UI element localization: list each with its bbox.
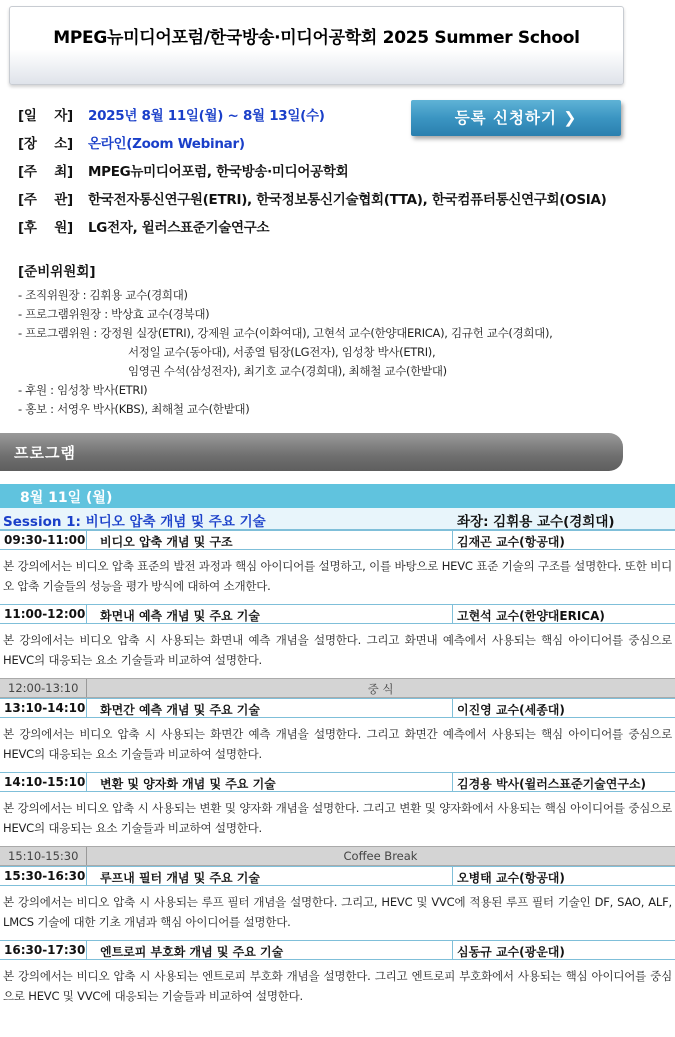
session-header	[0, 508, 675, 530]
info-label: [장 소]	[18, 136, 73, 152]
lecture-row	[0, 698, 675, 718]
lecture-row	[0, 530, 675, 550]
info-label: [후 원]	[18, 220, 73, 236]
info-value: LG전자, 윌러스표준기술연구소	[88, 220, 270, 236]
committee-line: - 후원 : 임성창 박사(ETRI)	[18, 383, 148, 397]
lecture-time: 16:30-17:30	[4, 943, 86, 957]
break-label: 중 식	[367, 682, 394, 696]
info-value: MPEG뉴미디어포럼, 한국방송·미디어공학회	[88, 164, 349, 180]
committee-line: - 홍보 : 서영우 박사(KBS), 최해철 교수(한밭대)	[18, 402, 250, 416]
lecture-topic: 비디오 압축 개념 및 구조	[100, 535, 233, 549]
info-row	[18, 156, 668, 184]
lecture-speaker: 오병태 교수(항공대)	[457, 871, 565, 885]
info-label: [주 관]	[18, 192, 73, 208]
lecture-speaker: 김재곤 교수(항공대)	[457, 535, 565, 549]
lecture-topic: 엔트로피 부호화 개념 및 주요 기술	[100, 945, 284, 959]
program-header	[0, 433, 623, 471]
column-divider	[86, 699, 87, 717]
lecture-time: 14:10-15:10	[4, 775, 86, 789]
schedule-table	[0, 530, 675, 1014]
break-time: 15:10-15:30	[8, 849, 79, 863]
info-row	[18, 212, 668, 240]
break-time: 12:00-13:10	[8, 681, 79, 695]
program-title: 프로그램	[14, 444, 76, 462]
lecture-time: 13:10-14:10	[4, 701, 86, 715]
lecture-speaker: 이진영 교수(세종대)	[457, 703, 565, 717]
column-divider	[452, 941, 453, 959]
lecture-description: 본 강의에서는 비디오 압축 표준의 발전 과정과 핵심 아이디어를 설명하고, 이를 바탕으로 HEVC 표준 기술의 구조를 설명한다. 또한 비디오 압축 기술들의 성능을 평가 방식에 대하여 소개한다.	[3, 559, 672, 593]
committee-line: 임영권 수석(삼성전자), 최기호 교수(경희대), 최해철 교수(한밭대)	[128, 364, 447, 378]
column-divider	[86, 867, 87, 885]
lecture-speaker: 고현석 교수(한양대ERICA)	[457, 609, 605, 623]
lecture-row	[0, 772, 675, 792]
lecture-time: 15:30-16:30	[4, 869, 86, 883]
session-title: Session 1: 비디오 압축 개념 및 주요 기술	[3, 514, 266, 530]
title-banner	[9, 6, 624, 85]
column-divider	[86, 773, 87, 791]
lecture-description: 본 강의에서는 비디오 압축 시 사용되는 화면내 예측 개념을 설명한다. 그리고 화면내 예측에서 사용되는 핵심 아이디어를 중심으로 HEVC의 대응되는 요소 기술들과 비교하여 설명한다.	[3, 633, 672, 667]
break-label: Coffee Break	[343, 849, 418, 863]
info-value: 2025년 8월 11일(월) ~ 8월 13일(수)	[88, 108, 325, 124]
lecture-row	[0, 866, 675, 886]
column-divider	[452, 773, 453, 791]
session-chair: 좌장: 김휘용 교수(경희대)	[457, 514, 615, 530]
column-divider	[86, 605, 87, 623]
column-divider	[452, 867, 453, 885]
page-title: MPEG뉴미디어포럼/한국방송·미디어공학회 2025 Summer School	[53, 28, 580, 48]
lecture-time: 09:30-11:00	[4, 533, 86, 547]
info-value: 온라인(Zoom Webinar)	[88, 136, 245, 152]
lecture-speaker: 김경용 박사(윌러스표준기술연구소)	[457, 777, 647, 791]
committee-title: [준비위원회]	[18, 264, 96, 280]
committee-list	[18, 286, 668, 419]
column-divider	[452, 699, 453, 717]
column-divider	[452, 605, 453, 623]
column-divider	[86, 531, 87, 549]
register-button[interactable]: 등록 신청하기 ❯	[411, 100, 621, 136]
column-divider	[452, 531, 453, 549]
day-label: 8월 11일 (월)	[20, 490, 113, 506]
lecture-time: 11:00-12:00	[4, 607, 86, 621]
lecture-row	[0, 604, 675, 624]
committee-line: - 프로그램위원장 : 박상효 교수(경북대)	[18, 307, 210, 321]
committee-line: - 조직위원장 : 김휘용 교수(경희대)	[18, 288, 188, 302]
day-header	[0, 484, 675, 508]
info-label: [일 자]	[18, 108, 73, 124]
lecture-row	[0, 940, 675, 960]
lecture-description: 본 강의에서는 비디오 압축 시 사용되는 루프 필터 개념을 설명한다. 그리고, HEVC 및 VVC에 적용된 루프 필터 기술인 DF, SAO, ALF, LMCS 기술에 대한 기초 개념과 핵심 아이디어를 설명한다.	[3, 895, 672, 929]
info-value: 한국전자통신연구원(ETRI), 한국정보통신기술협회(TTA), 한국컴퓨터통신연구회(OSIA)	[88, 192, 607, 208]
lecture-topic: 화면간 예측 개념 및 주요 기술	[100, 703, 260, 717]
break-row	[0, 846, 675, 866]
lecture-description: 본 강의에서는 비디오 압축 시 사용되는 엔트로피 부호화 개념을 설명한다. 그리고 엔트로피 부호화에서 사용되는 핵심 아이디어를 중심으로 HEVC 및 VVC에 대응되는 기술들과 비교하여 설명한다.	[3, 969, 672, 1003]
lecture-description: 본 강의에서는 비디오 압축 시 사용되는 화면간 예측 개념을 설명한다. 그리고 화면간 예측에서 사용되는 핵심 아이디어를 중심으로 HEVC의 대응되는 요소 기술들과 비교하여 설명한다.	[3, 727, 672, 761]
lecture-topic: 화면내 예측 개념 및 주요 기술	[100, 609, 260, 623]
column-divider	[86, 941, 87, 959]
break-row	[0, 678, 675, 698]
info-row	[18, 184, 668, 212]
lecture-description: 본 강의에서는 비디오 압축 시 사용되는 변환 및 양자화 개념을 설명한다. 그리고 변환 및 양자화에서 사용되는 핵심 아이디어를 중심으로 HEVC의 대응되는 요소 기술들과 비교하여 설명한다.	[3, 801, 672, 835]
info-label: [주 최]	[18, 164, 73, 180]
committee-line: - 프로그램위원 : 강정원 실장(ETRI), 강제원 교수(이화여대), 고현석 교수(한양대ERICA), 김규헌 교수(경희대),	[18, 326, 553, 340]
committee-line: 서정일 교수(동아대), 서종열 팀장(LG전자), 임성창 박사(ETRI),	[128, 345, 436, 359]
lecture-topic: 루프내 필터 개념 및 주요 기술	[100, 871, 260, 885]
lecture-speaker: 심동규 교수(광운대)	[457, 945, 565, 959]
lecture-topic: 변환 및 양자화 개념 및 주요 기술	[100, 777, 276, 791]
